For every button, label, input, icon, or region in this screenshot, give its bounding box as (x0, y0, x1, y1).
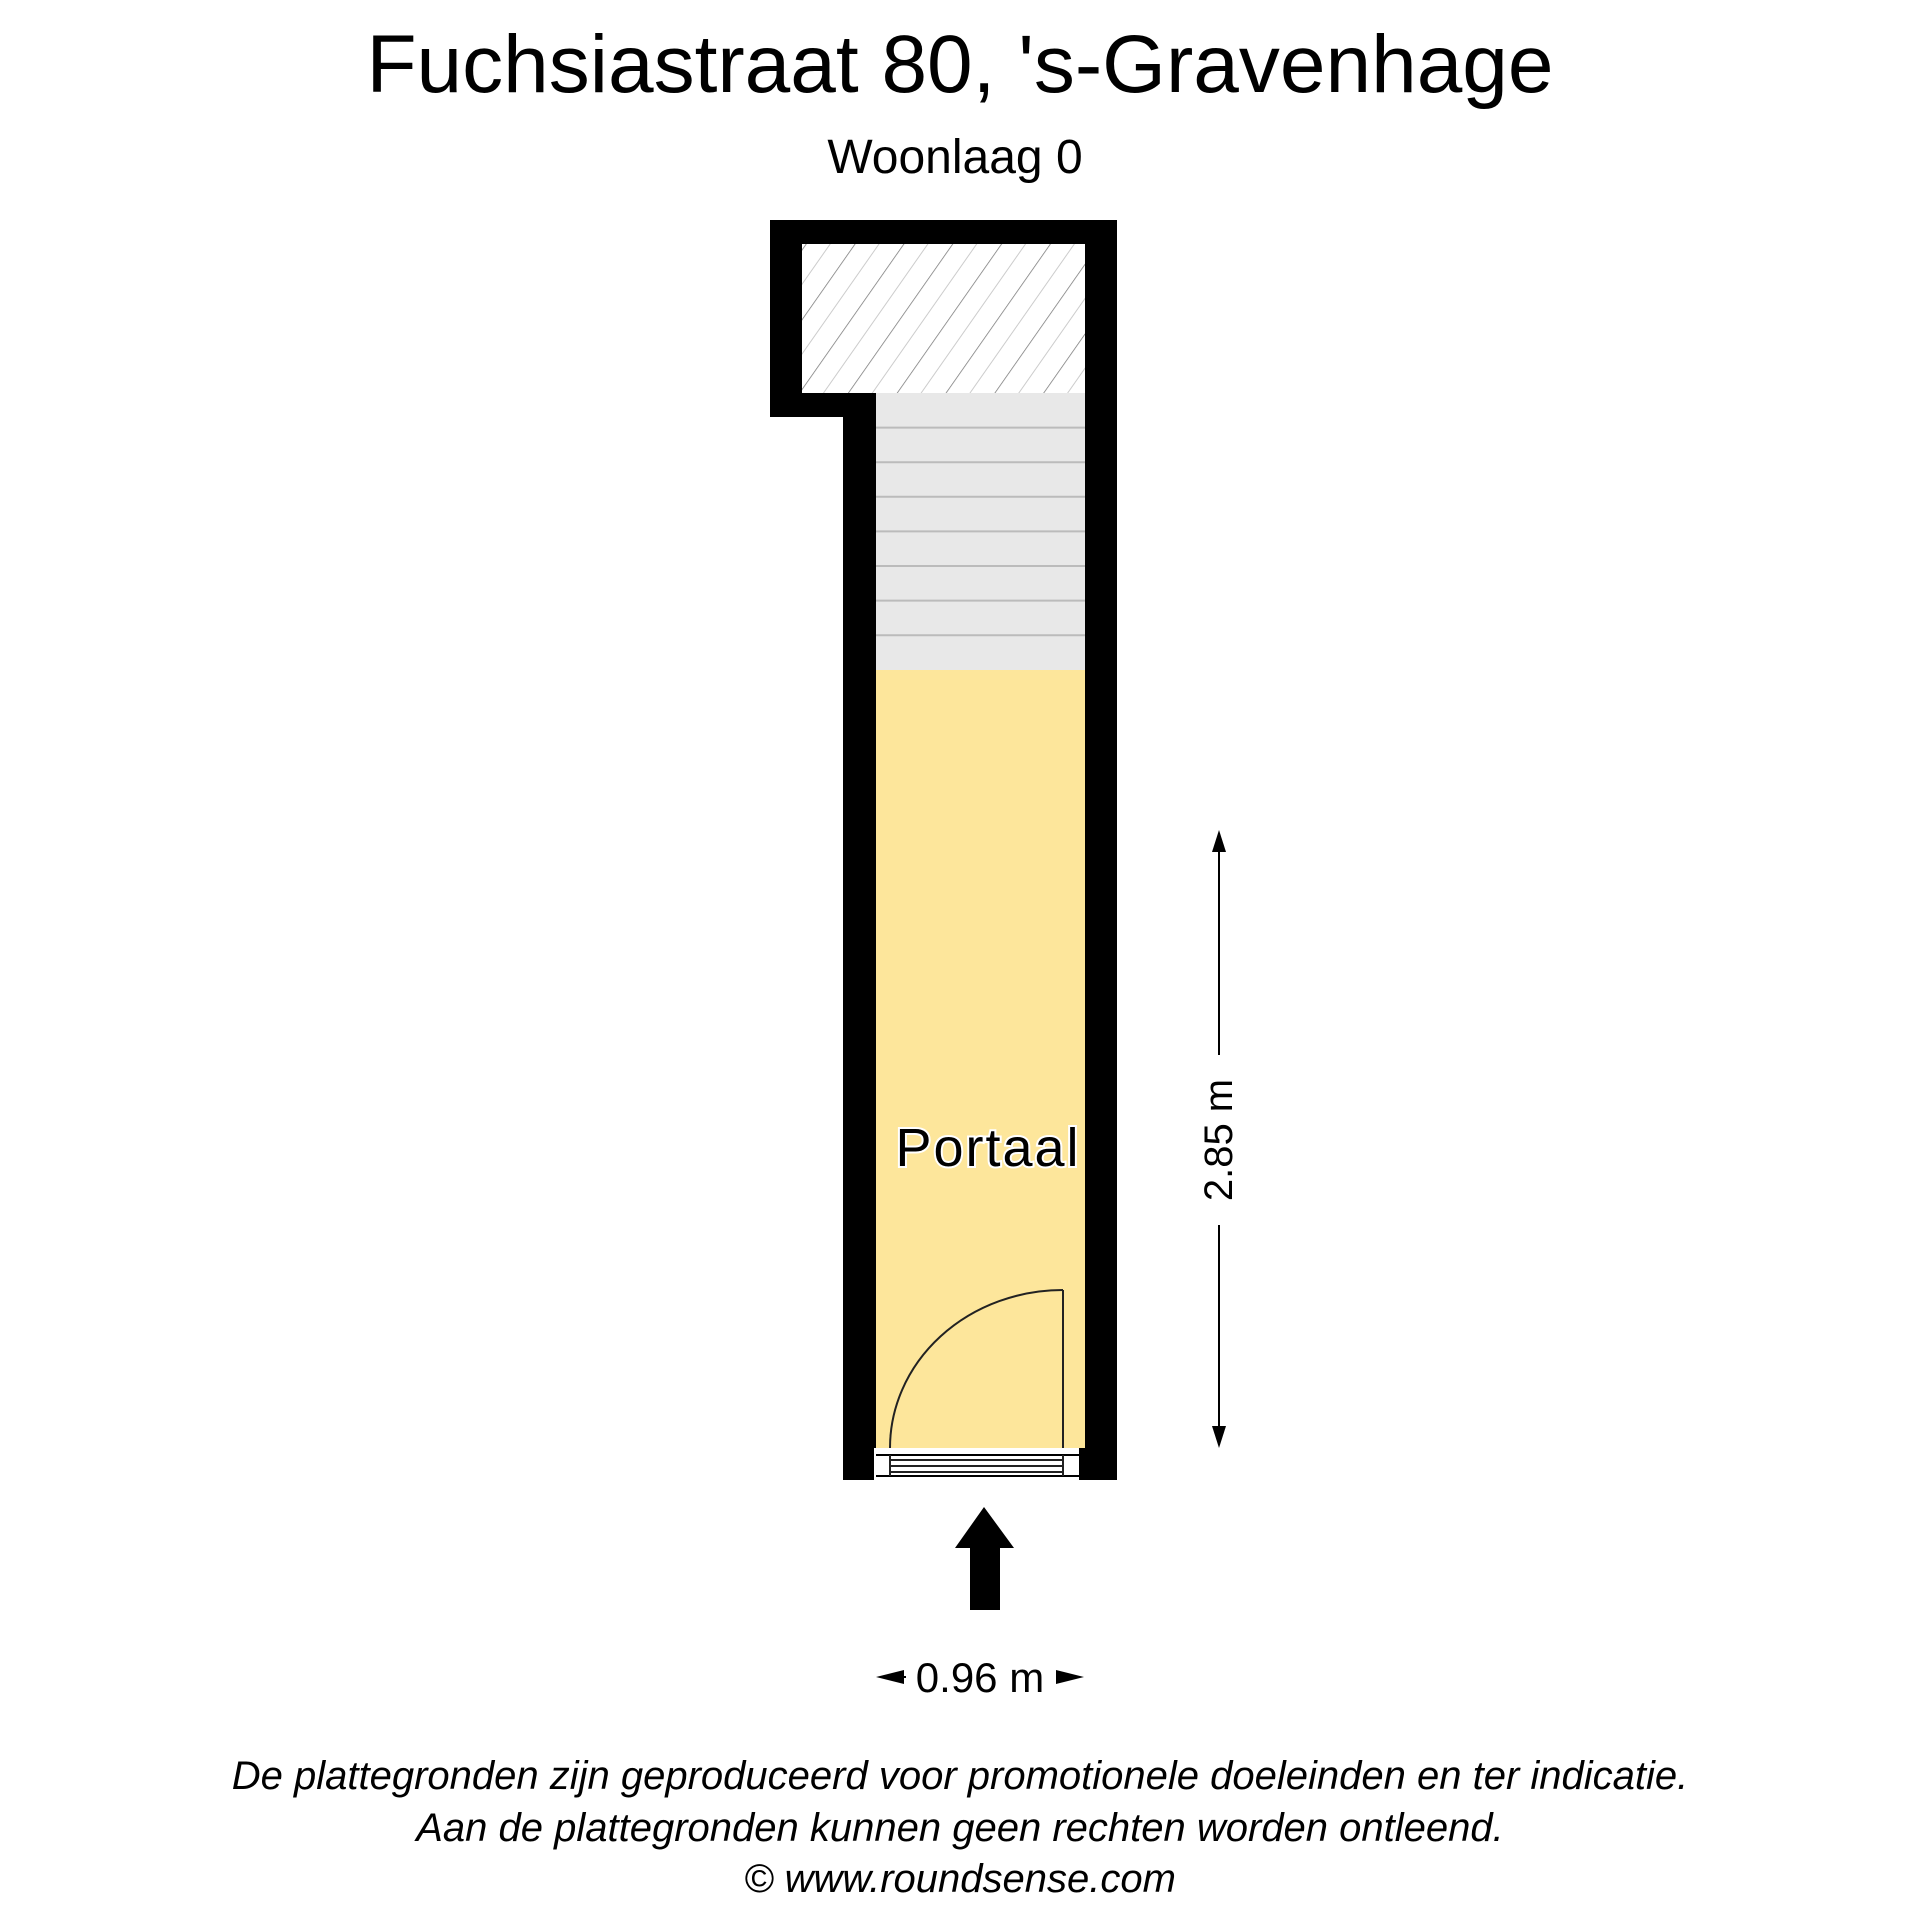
entrance-arrow-icon (955, 1507, 1014, 1610)
disclaimer-line-2: Aan de plattegronden kunnen geen rechten worden ontleend. (416, 1806, 1504, 1850)
page-title: Fuchsiastraat 80, 's-Gravenhage (366, 19, 1554, 110)
width-dimension-label: 0.96 m (915, 1654, 1045, 1701)
void-area (802, 244, 1085, 393)
disclaimer-line-1: De plattegronden zijn geproduceerd voor promotionele doeleinden en ter indicatie. (231, 1754, 1689, 1798)
staircase (876, 393, 1085, 670)
copyright-link[interactable]: © www.roundsense.com (744, 1857, 1176, 1901)
room-portaal (876, 670, 1085, 1448)
room-label-portaal: Portaal (895, 1118, 1081, 1178)
floor-label: Woonlaag 0 (827, 131, 1083, 184)
height-dimension-label: 2.85 m (1197, 1078, 1241, 1202)
